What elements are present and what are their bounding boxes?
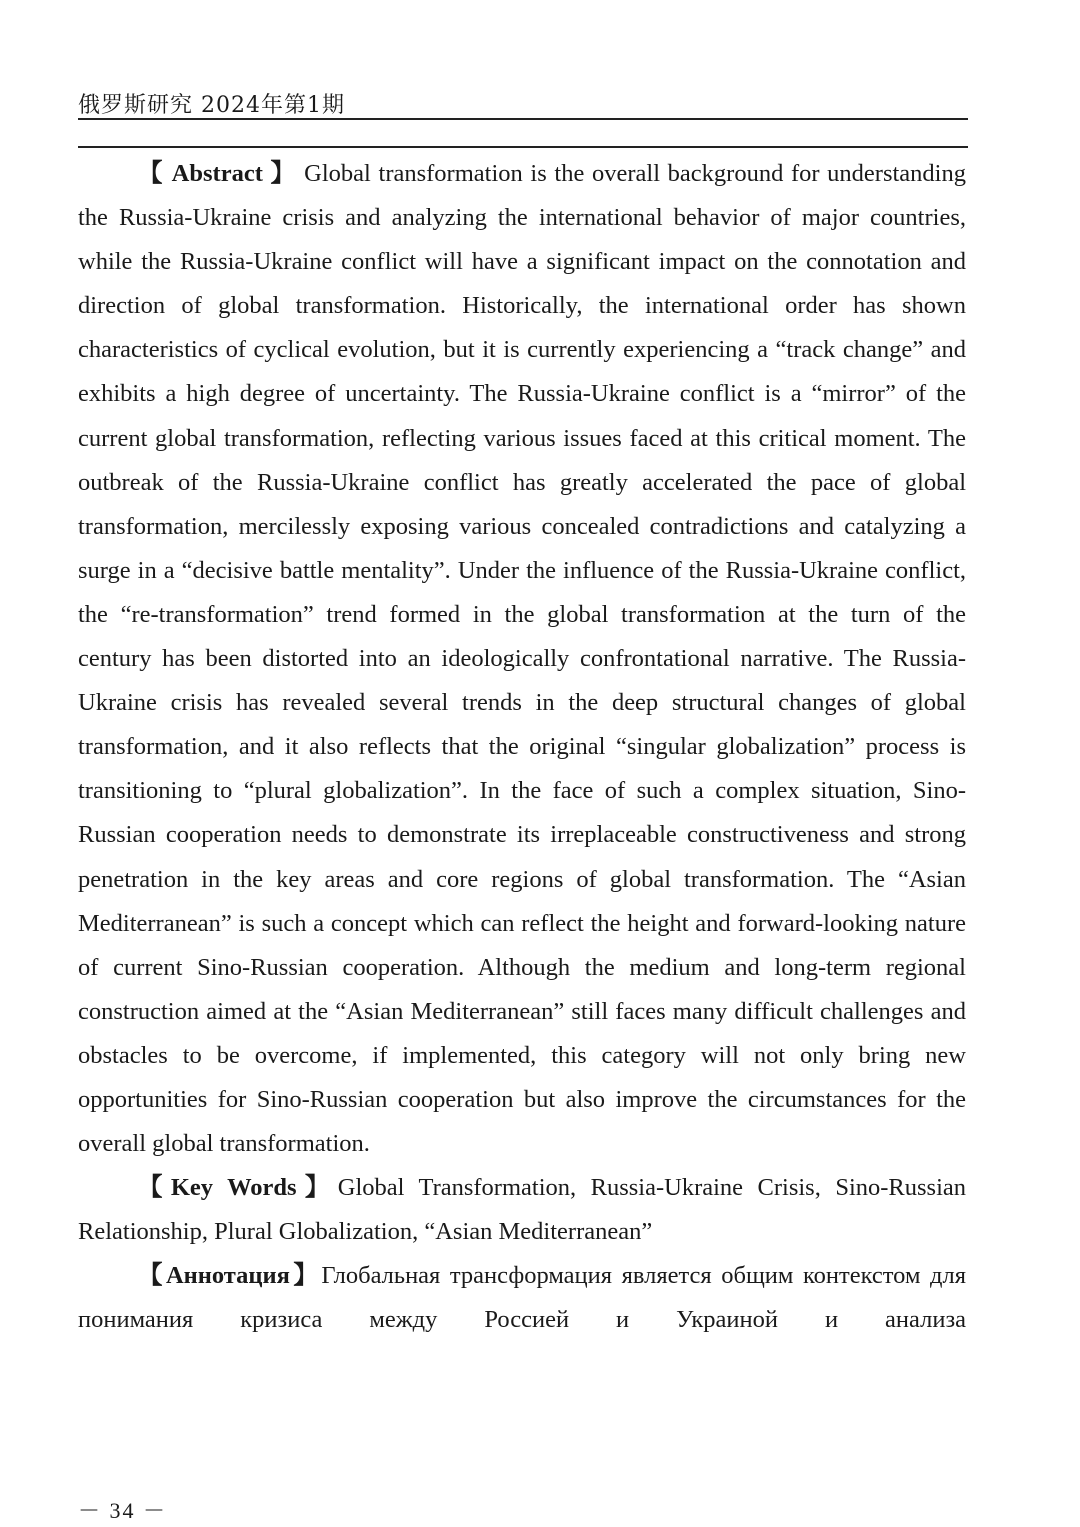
body-text xyxy=(78,152,966,1343)
annotation-paragraph xyxy=(78,1254,966,1342)
abstract-paragraph xyxy=(78,152,966,1166)
page-number: － 34 － xyxy=(78,1498,168,1523)
header-rule-top xyxy=(78,118,968,120)
keywords-paragraph xyxy=(78,1166,966,1254)
annotation-label: 【Аннотация】 xyxy=(138,1262,322,1290)
running-header: 俄罗斯研究 2024年第1期 xyxy=(78,93,345,118)
keywords-text: Global Transformation, Russia-Ukraine Crisis, Sino-Russian Relationship, Plural Globalization, “Asian Mediterranean” xyxy=(78,1174,966,1246)
abstract-label: 【 Abstract 】 xyxy=(138,160,297,187)
keywords-label: 【Key Words】 xyxy=(138,1174,338,1202)
header-rule-bottom xyxy=(78,146,968,148)
annotation-text: Глобальная трансформация является общим контекстом для понимания кризиса между Россией и Украиной и анализа xyxy=(78,1262,966,1334)
abstract-text: Global transformation is the overall background for understanding the Russia-Ukraine crisis and analyzing the international behavior of major countries, while the Russia-Ukraine conflict will have a significant impact on the connotation and direction of global transformation. Historically, the international order has shown characteristics of cyclical evolution, but it is currently experiencing a “track change” and exhibits a high degree of uncertainty. The Russia-Ukraine conflict is a “mirror” of the current global transformation, reflecting various issues faced at this critical moment. The outbreak of the Russia-Ukraine conflict has greatly accelerated the pace of global transformation, mercilessly exposing various concealed contradictions and catalyzing a surge in a “decisive battle mentality”. Under the influence of the Russia-Ukraine conflict, the “re-transformation” trend formed in the global transformation at the turn of the century has been distorted into an ideologically confrontational narrative. The Russia-Ukraine crisis has revealed several trends in the deep structural changes of global transformation, and it also reflects that the original “singular globalization” process is transitioning to “plural globalization”. In the face of such a complex situation, Sino-Russian cooperation needs to demonstrate its irreplaceable constructiveness and strong penetration in the key areas and core regions of global transformation. The “Asian Mediterranean” is such a concept which can reflect the height and forward-looking nature of current Sino-Russian cooperation. Although the medium and long-term regional construction aimed at the “Asian Mediterranean” still faces many difficult challenges and obstacles to be overcome, if implemented, this category will not only bring new opportunities for Sino-Russian cooperation but also improve the circumstances for the overall global transformation. xyxy=(78,160,966,1158)
